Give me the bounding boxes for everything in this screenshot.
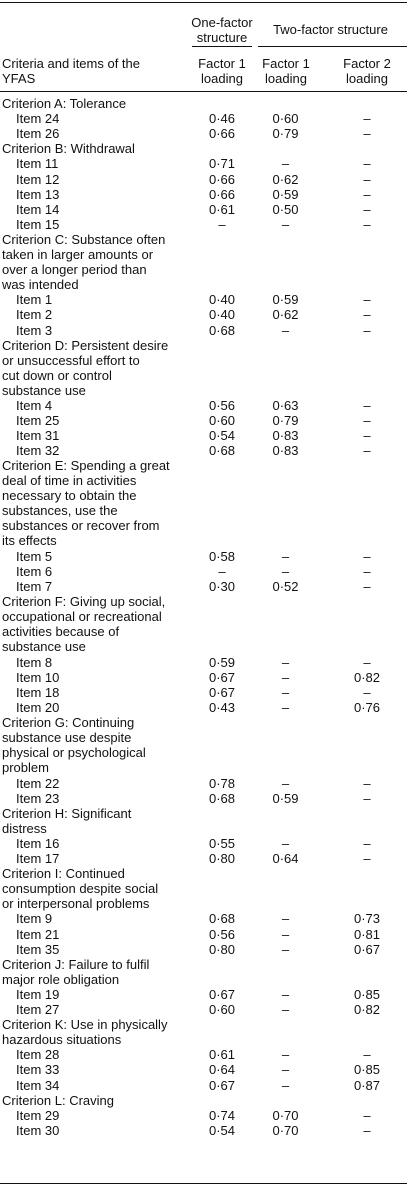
one-factor-f1-cell: 0·68 [208,911,236,927]
one-factor-f1-cell: 0·67 [208,669,236,685]
one-factor-f1-cell: – [218,564,226,580]
two-factor-f1-cell: 0·70 [272,1107,299,1123]
two-factor-f2-cell: 0·82 [353,669,381,685]
one-factor-f1-cell: 0·66 [208,171,236,187]
table-row [0,549,407,564]
two-factor-f1-cell: 0·62 [272,307,299,323]
two-factor-f1-cell: – [281,564,290,580]
item-label: Item 27 [16,1002,60,1017]
item-label: Item 31 [16,428,60,444]
group-underline-one-factor [192,46,252,47]
two-factor-f1-cell: 0·70 [272,1122,299,1138]
two-factor-f2-cell: – [363,201,371,217]
two-factor-f1-cell: 0·59 [272,292,299,308]
item-label: Item 21 [16,926,60,942]
two-factor-f1-cell: 0·59 [272,186,299,202]
one-factor-f1-cell: 0·68 [208,443,236,459]
row-label-header: Criteria and items of the YFAS [2,56,141,86]
item-label: Item 18 [16,684,60,700]
table-row [0,670,407,685]
item-label: Item 34 [16,1077,60,1093]
table-row [0,1047,407,1062]
two-factor-f1-cell: – [281,549,290,564]
two-factor-f1-cell: 0·50 [272,201,299,217]
two-factor-f2-cell: – [363,322,371,338]
table-row [0,1123,407,1138]
table-row [0,791,407,806]
two-factor-f2-cell: 0·85 [353,986,381,1002]
table-row [0,156,407,171]
table-row [0,942,407,957]
item-label: Item 15 [16,216,60,232]
item-label: Item 26 [16,126,60,142]
table-row [0,836,407,851]
two-factor-f2-cell: – [363,156,371,172]
top-rule [0,2,407,3]
table-row [0,1002,407,1017]
table-row [0,1108,407,1123]
two-factor-f2-cell: – [363,684,371,700]
two-factor-f2-cell: – [363,654,371,670]
two-factor-f1-cell: 0·79 [272,413,299,429]
item-label: Item 19 [16,986,60,1002]
two-factor-f2-cell: – [363,292,371,308]
one-factor-f1-cell: 0·66 [208,186,236,202]
criterion-label: Criterion J: Failure to fulfil major role obligation [2,956,150,987]
item-label: Item 12 [16,171,60,187]
item-label: Item 35 [16,941,60,957]
two-factor-f1-cell: 0·62 [272,171,299,187]
table-row [0,927,407,942]
two-factor-f2-cell: – [363,443,371,459]
item-label: Item 7 [16,579,53,595]
two-factor-f2-cell: – [363,1047,371,1063]
table-row [0,202,407,217]
item-label: Item 28 [16,1047,60,1063]
bottom-rule [0,1183,407,1184]
one-factor-f1-cell: 0·60 [208,413,236,429]
two-factor-f1-cell: – [281,835,290,851]
group-header-one-factor: One-factor structure [191,15,253,45]
criterion-label: Criterion L: Craving [2,1092,114,1108]
two-factor-f1-cell: – [281,669,290,685]
two-factor-f2-cell: – [363,307,371,323]
two-factor-f1-cell: – [281,1002,290,1017]
two-factor-f2-cell: – [363,398,371,413]
one-factor-f1-cell: – [218,216,226,232]
item-label: Item 10 [16,669,60,685]
one-factor-f1-cell: 0·67 [208,986,236,1002]
table-row [0,1078,407,1093]
table-row [0,987,407,1002]
item-label: Item 25 [16,413,60,429]
two-factor-f1-cell: 0·83 [272,443,299,459]
criterion-label: Criterion G: Continuing substance use despite physical or psychological problem [2,715,146,776]
two-factor-f2-cell: 0·76 [353,700,381,715]
one-factor-f1-cell: 0·68 [208,322,236,338]
table-row [0,564,407,579]
one-factor-f1-cell: 0·40 [208,307,236,323]
two-factor-f2-cell: – [363,549,371,564]
two-factor-f1-cell: – [281,986,290,1002]
table-row [0,323,407,338]
table-row [0,292,407,307]
table-row [0,428,407,443]
two-factor-f1-cell: 0·63 [272,398,299,413]
table-row [0,217,407,232]
two-factor-f2-cell: – [363,186,371,202]
two-factor-f2-cell: – [363,564,371,580]
one-factor-f1-cell: 0·46 [208,111,236,127]
item-label: Item 33 [16,1062,60,1078]
item-label: Item 11 [16,156,59,172]
col-header-two-factor-f1: Factor 1 loading [262,56,310,86]
one-factor-f1-cell: 0·58 [208,549,236,564]
two-factor-f2-cell: – [363,1107,371,1123]
table-row [0,443,407,458]
two-factor-f2-cell: – [363,775,371,791]
one-factor-f1-cell: 0·71 [208,156,236,172]
one-factor-f1-cell: 0·80 [208,941,236,957]
criterion-label: Criterion E: Spending a great deal of time in activities necessary to obtain the substances, use the substances or recover from its effects [2,458,170,549]
item-label: Item 17 [16,851,60,866]
criterion-label: Criterion K: Use in physically hazardous situations [2,1017,168,1048]
two-factor-f2-cell: – [363,428,371,444]
table-row [0,126,407,141]
two-factor-f1-cell: – [281,1077,290,1093]
two-factor-f1-cell: – [281,1047,290,1063]
table-row [0,398,407,413]
two-factor-f1-cell: 0·83 [272,428,299,444]
one-factor-f1-cell: 0·64 [208,1062,236,1078]
two-factor-f2-cell: – [363,126,371,142]
criterion-label: Criterion A: Tolerance [2,96,127,111]
table-row [0,776,407,791]
two-factor-f2-cell: 0·87 [353,1077,381,1093]
two-factor-f2-cell: – [363,111,371,127]
one-factor-f1-cell: 0·74 [208,1107,236,1123]
two-factor-f2-cell: – [363,851,371,866]
two-factor-f1-cell: – [281,941,290,957]
one-factor-f1-cell: 0·43 [208,700,236,715]
two-factor-f2-cell: 0·82 [353,1002,381,1017]
criterion-label: Criterion B: Withdrawal [2,141,135,157]
table-row [0,413,407,428]
item-label: Item 9 [16,911,53,927]
criterion-label: Criterion I: Continued consumption despite social or interpersonal problems [2,866,159,912]
two-factor-f1-cell: – [281,156,290,172]
table-row [0,579,407,594]
item-label: Item 13 [16,186,60,202]
table-row [0,655,407,670]
item-label: Item 29 [16,1107,60,1123]
item-label: Item 30 [16,1122,60,1138]
table-row [0,911,407,926]
item-label: Item 5 [16,549,53,564]
two-factor-f2-cell: – [363,579,371,595]
one-factor-f1-cell: 0·61 [208,201,236,217]
item-label: Item 32 [16,443,60,459]
criterion-label: Criterion F: Giving up social, occupational or recreational activities because of substance use [2,594,166,655]
two-factor-f1-cell: – [281,911,290,927]
one-factor-f1-cell: 0·54 [208,1122,236,1138]
one-factor-f1-cell: 0·60 [208,1002,236,1017]
table-row [0,172,407,187]
one-factor-f1-cell: 0·67 [208,1077,236,1093]
two-factor-f1-cell: 0·79 [272,126,299,142]
one-factor-f1-cell: 0·80 [208,851,236,866]
two-factor-f2-cell: 0·81 [353,926,381,942]
two-factor-f1-cell: – [281,684,290,700]
header-rule [0,91,407,92]
one-factor-f1-cell: 0·55 [208,835,236,851]
two-factor-f2-cell: 0·73 [353,911,381,927]
one-factor-f1-cell: 0·59 [208,654,236,670]
two-factor-f2-cell: 0·85 [353,1062,381,1078]
two-factor-f2-cell: – [363,413,371,429]
item-label: Item 8 [16,654,53,670]
table-row [0,307,407,322]
two-factor-f2-cell: – [363,216,371,232]
table-row [0,685,407,700]
item-label: Item 22 [16,775,60,791]
two-factor-f1-cell: 0·60 [272,111,299,127]
item-label: Item 23 [16,790,60,806]
table-row [0,187,407,202]
group-header-two-factor: Two-factor structure [273,22,388,37]
two-factor-f2-cell: – [363,171,371,187]
one-factor-f1-cell: 0·68 [208,790,236,806]
two-factor-f2-cell: – [363,790,371,806]
one-factor-f1-cell: 0·40 [208,292,236,308]
two-factor-f2-cell: – [363,1122,371,1138]
two-factor-f1-cell: – [281,654,290,670]
one-factor-f1-cell: 0·67 [208,684,236,700]
one-factor-f1-cell: 0·56 [208,926,236,942]
criterion-label: Criterion C: Substance often taken in larger amounts or over a longer period than was intended [2,231,166,292]
two-factor-f1-cell: 0·52 [272,579,299,595]
item-label: Item 1 [16,292,53,308]
table-row [0,1062,407,1077]
table-row [0,111,407,126]
col-header-two-factor-f2: Factor 2 loading [343,56,391,86]
table-row [0,851,407,866]
item-label: Item 2 [16,307,53,323]
criterion-label: Criterion H: Significant distress [2,805,132,836]
item-label: Item 3 [16,322,53,338]
item-label: Item 24 [16,111,60,127]
two-factor-f2-cell: – [363,835,371,851]
one-factor-f1-cell: 0·78 [208,775,236,791]
one-factor-f1-cell: 0·61 [208,1047,236,1063]
one-factor-f1-cell: 0·54 [208,428,236,444]
item-label: Item 14 [16,201,60,217]
two-factor-f1-cell: 0·64 [272,851,299,866]
col-header-one-factor-f1: Factor 1 loading [198,56,246,86]
criterion-label: Criterion D: Persistent desire or unsuccessful effort to cut down or control substance use [2,337,169,398]
item-label: Item 20 [16,700,60,715]
item-label: Item 6 [16,564,53,580]
two-factor-f1-cell: – [281,700,290,715]
one-factor-f1-cell: 0·56 [208,398,236,413]
group-underline-two-factor [258,46,407,47]
two-factor-f1-cell: – [281,775,290,791]
one-factor-f1-cell: 0·30 [208,579,236,595]
item-label: Item 16 [16,835,60,851]
two-factor-f1-cell: – [281,926,290,942]
one-factor-f1-cell: 0·66 [208,126,236,142]
two-factor-f2-cell: 0·67 [353,941,381,957]
two-factor-f1-cell: – [281,1062,290,1078]
two-factor-f1-cell: 0·59 [272,790,299,806]
two-factor-f1-cell: – [281,322,290,338]
two-factor-f1-cell: – [281,216,290,232]
table-row [0,700,407,715]
item-label: Item 4 [16,398,53,413]
